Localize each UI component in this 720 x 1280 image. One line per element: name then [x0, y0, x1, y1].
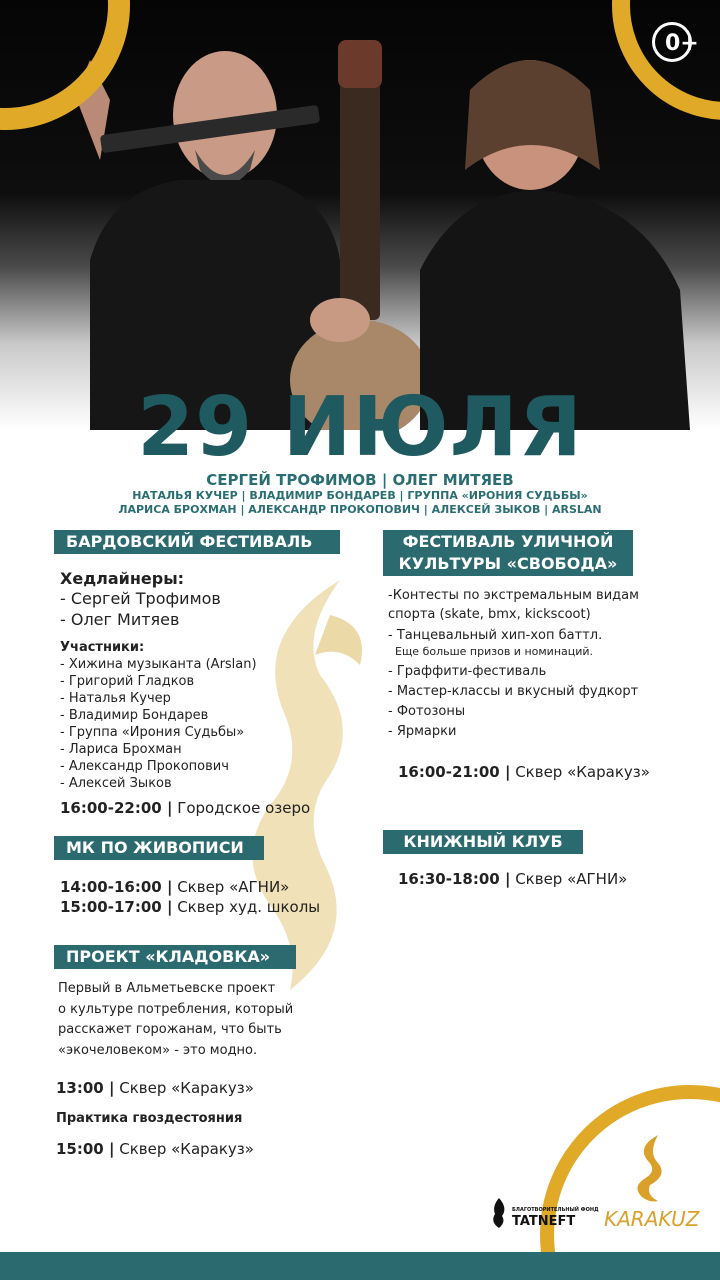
karakuz-logo-icon — [628, 1135, 672, 1203]
street-culture-heading-line: ФЕСТИВАЛЬ УЛИЧНОЙ — [402, 532, 614, 551]
kladovka-heading: ПРОЕКТ «КЛАДОВКА» — [54, 945, 296, 969]
bard-place: Городское озеро — [177, 799, 311, 817]
participants-label: Участники: — [60, 640, 145, 655]
painting-time: 14:00-16:00 | — [60, 878, 173, 896]
participant-item: - Наталья Кучер — [60, 691, 171, 706]
practice-time: 15:00 | — [56, 1140, 115, 1158]
lineup-main: СЕРГЕЙ ТРОФИМОВ | ОЛЕГ МИТЯЕВ — [206, 471, 514, 489]
kladovka-schedule — [56, 1079, 254, 1097]
street-culture-heading — [383, 530, 633, 576]
participant-item: - Александр Прокопович — [60, 759, 229, 774]
kladovka-time: 13:00 | — [56, 1079, 115, 1097]
tatneft-fund-label: БЛАГОТВОРИТЕЛЬНЫЙ ФОНД — [512, 1207, 599, 1213]
street-culture-heading-line: КУЛЬТУРЫ «СВОБОДА» — [398, 554, 618, 573]
karakuz-emblem — [230, 575, 380, 995]
book-club-schedule — [398, 870, 627, 888]
painting-slot — [60, 878, 289, 896]
painting-heading: МК ПО ЖИВОПИСИ — [54, 836, 264, 860]
guitar-headstock — [338, 40, 382, 88]
kladovka-place: Сквер «Каракуз» — [119, 1079, 254, 1097]
painting-place: Сквер «АГНИ» — [177, 878, 290, 896]
practice-title: Практика гвоздестояния — [56, 1111, 243, 1126]
headliners-label: Хедлайнеры: — [60, 569, 185, 588]
book-club-place: Сквер «АГНИ» — [515, 870, 628, 888]
street-item: -Контесты по экстремальным видам — [388, 588, 639, 603]
practice-schedule — [56, 1140, 254, 1158]
bard-time: 16:00-22:00 | — [60, 799, 173, 817]
participant-item: - Григорий Гладков — [60, 674, 195, 689]
lineup-line: ЛАРИСА БРОХМАН | АЛЕКСАНДР ПРОКОПОВИЧ | АЛЕКСЕЙ ЗЫКОВ | ARSLAN — [118, 503, 602, 516]
center-hand — [310, 298, 370, 342]
guitar-neck — [340, 60, 380, 320]
lineup-line: НАТАЛЬЯ КУЧЕР | ВЛАДИМИР БОНДАРЕВ | ГРУППА «ИРОНИЯ СУДЬБЫ» — [132, 489, 588, 502]
tatneft-flame-icon — [490, 1198, 508, 1228]
street-place: Сквер «Каракуз» — [515, 763, 650, 781]
street-item: - Ярмарки — [388, 724, 457, 739]
street-item: Еще больше призов и номинаций. — [388, 645, 594, 658]
participant-item: - Лариса Брохман — [60, 742, 182, 757]
street-item: - Фотозоны — [388, 704, 466, 719]
participant-item: - Хижина музыканта (Arslan) — [60, 657, 257, 672]
painting-place: Сквер худ. школы — [177, 898, 321, 916]
kladovka-description-line: «экочеловеком» - это модно. — [58, 1043, 258, 1058]
participant-item: - Владимир Бондарев — [60, 708, 209, 723]
practice-place: Сквер «Каракуз» — [119, 1140, 254, 1158]
headliner-item: - Сергей Трофимов — [60, 589, 221, 608]
street-time: 16:00-21:00 | — [398, 763, 511, 781]
kladovka-description-line: о культуре потребления, который — [58, 1002, 294, 1017]
street-item: - Граффити-фестиваль — [388, 664, 547, 679]
painting-time: 15:00-17:00 | — [60, 898, 173, 916]
footer-bar — [0, 1252, 720, 1280]
street-schedule — [398, 763, 650, 781]
street-item: - Мастер-классы и вкусный фудкорт — [388, 684, 639, 699]
participant-item: - Алексей Зыков — [60, 776, 172, 791]
street-item: - Танцевальный хип-хоп баттл. — [388, 628, 603, 643]
event-date: 29 ИЮЛЯ — [137, 380, 583, 475]
karakuz-logo-text: KARAKUZ — [604, 1207, 700, 1231]
headliner-item: - Олег Митяев — [60, 610, 180, 629]
book-club-heading: КНИЖНЫЙ КЛУБ — [383, 830, 583, 854]
painting-slot — [60, 898, 320, 916]
street-item: спорта (skate, bmx, kickscoot) — [388, 607, 591, 622]
bard-schedule — [60, 799, 310, 817]
age-rating-badge — [652, 22, 699, 62]
bard-festival-heading: БАРДОВСКИЙ ФЕСТИВАЛЬ — [54, 530, 340, 554]
kladovka-description-line: Первый в Альметьевске проект — [58, 981, 276, 996]
tatneft-logo-text: TATNEFT — [512, 1214, 576, 1229]
age-rating-text: 0+ — [665, 31, 699, 56]
participant-item: - Группа «Ирония Судьбы» — [60, 725, 245, 740]
kladovka-description-line: расскажет горожанам, что быть — [58, 1022, 282, 1037]
book-club-time: 16:30-18:00 | — [398, 870, 511, 888]
